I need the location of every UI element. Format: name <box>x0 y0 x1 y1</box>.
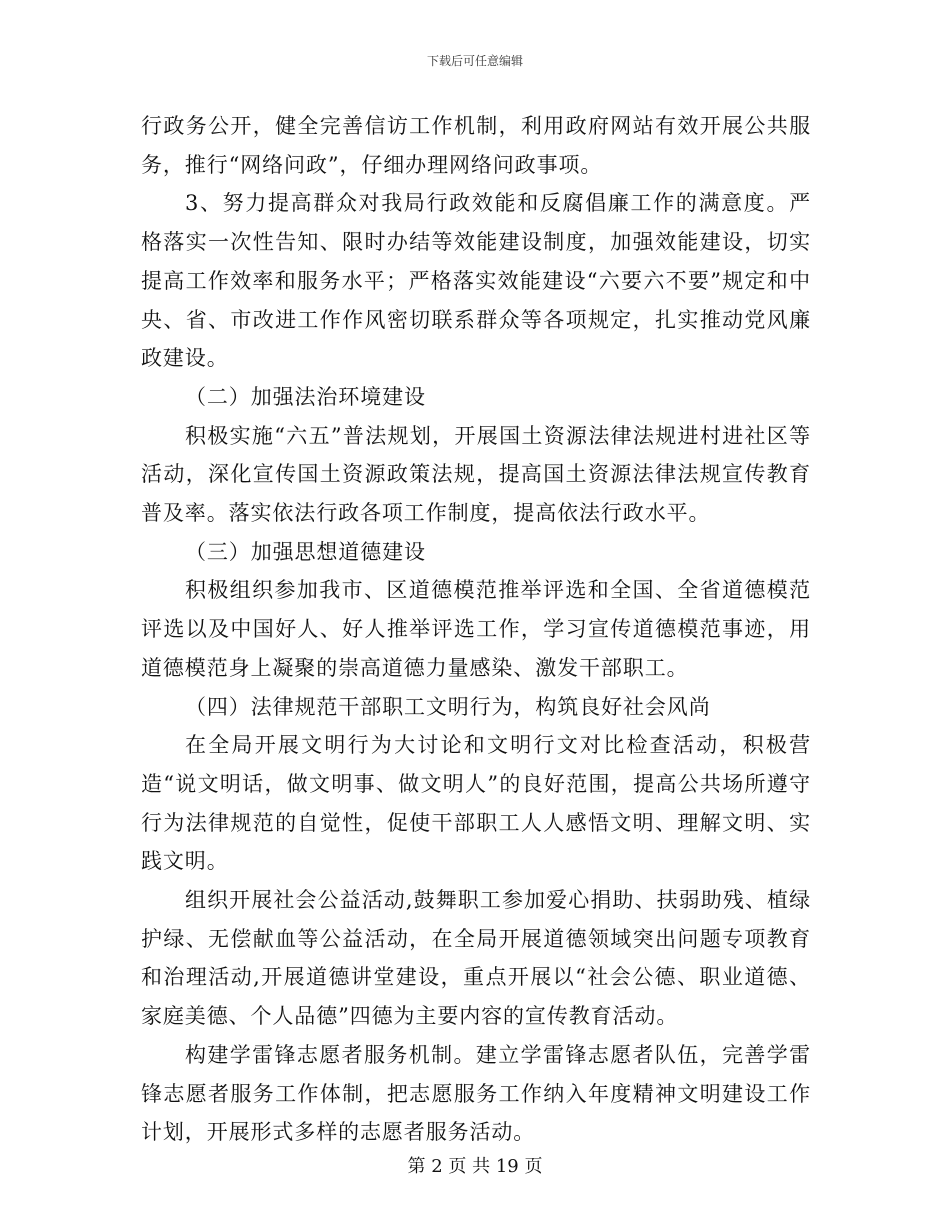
paragraph-item-3: 3、努力提高群众对我局行政效能和反腐倡廉工作的满意度。严格落实一次性告知、限时办结等效能建设制度，加强效能建设，切实提高工作效率和服务水平；严格落实效能建设“六要六不要”规定和中央、省、市改进工作作风密切联系群众等各项规定，扎实推动党风廉政建设。 <box>141 191 811 371</box>
paragraph-legal-environment: 积极实施“六五”普法规划，开展国土资源法律法规进村进社区等活动，深化宣传国土资源政策法规，提高国土资源法律法规宣传教育普及率。落实依法行政各项工作制度，提高依法行政水平。 <box>141 423 811 526</box>
paragraph-public-welfare: 组织开展社会公益活动,鼓舞职工参加爱心捐助、扶弱助残、植绿护绿、无偿献血等公益活动，在全局开展道德领域突出问题专项教育和治理活动,开展道德讲堂建设，重点开展以“社会公德、职业道德、家庭美德、个人品德”四德为主要内容的宣传教育活动。 <box>141 888 811 1029</box>
page-header: 下载后可任意编辑 <box>426 54 523 68</box>
paragraph-civilized-behavior: 在全局开展文明行为大讨论和文明行文对比检查活动，积极营造“说文明话，做文明事、做文明人”的良好范围，提高公共场所遵守行为法律规范的自觉性，促使干部职工人人感悟文明、理解文明、实践文明。 <box>141 733 811 874</box>
page-footer: 第 2 页 共 19 页 <box>407 1156 543 1177</box>
paragraph-volunteer-service: 构建学雷锋志愿者服务机制。建立学雷锋志愿者队伍，完善学雷锋志愿者服务工作体制，把志愿服务工作纳入年度精神文明建设工作计划，开展形式多样的志愿者服务活动。 <box>141 1042 811 1145</box>
section-heading-2: （二）加强法治环境建设 <box>185 384 426 409</box>
section-heading-4: （四）法律规范干部职工文明行为，构筑良好社会风尚 <box>185 694 711 719</box>
paragraph-continuation: 行政务公开，健全完善信访工作机制，利用政府网站有效开展公共服务，推行“网络问政”，仔细办理网络问政事项。 <box>141 114 811 177</box>
section-heading-3: （三）加强思想道德建设 <box>185 539 426 564</box>
document-body <box>141 107 811 1152</box>
paragraph-moral-construction: 积极组织参加我市、区道德模范推举评选和全国、全省道德模范评选以及中国好人、好人推举评选工作，学习宣传道德模范事迹，用道德模范身上凝聚的崇高道德力量感染、激发干部职工。 <box>141 578 811 680</box>
